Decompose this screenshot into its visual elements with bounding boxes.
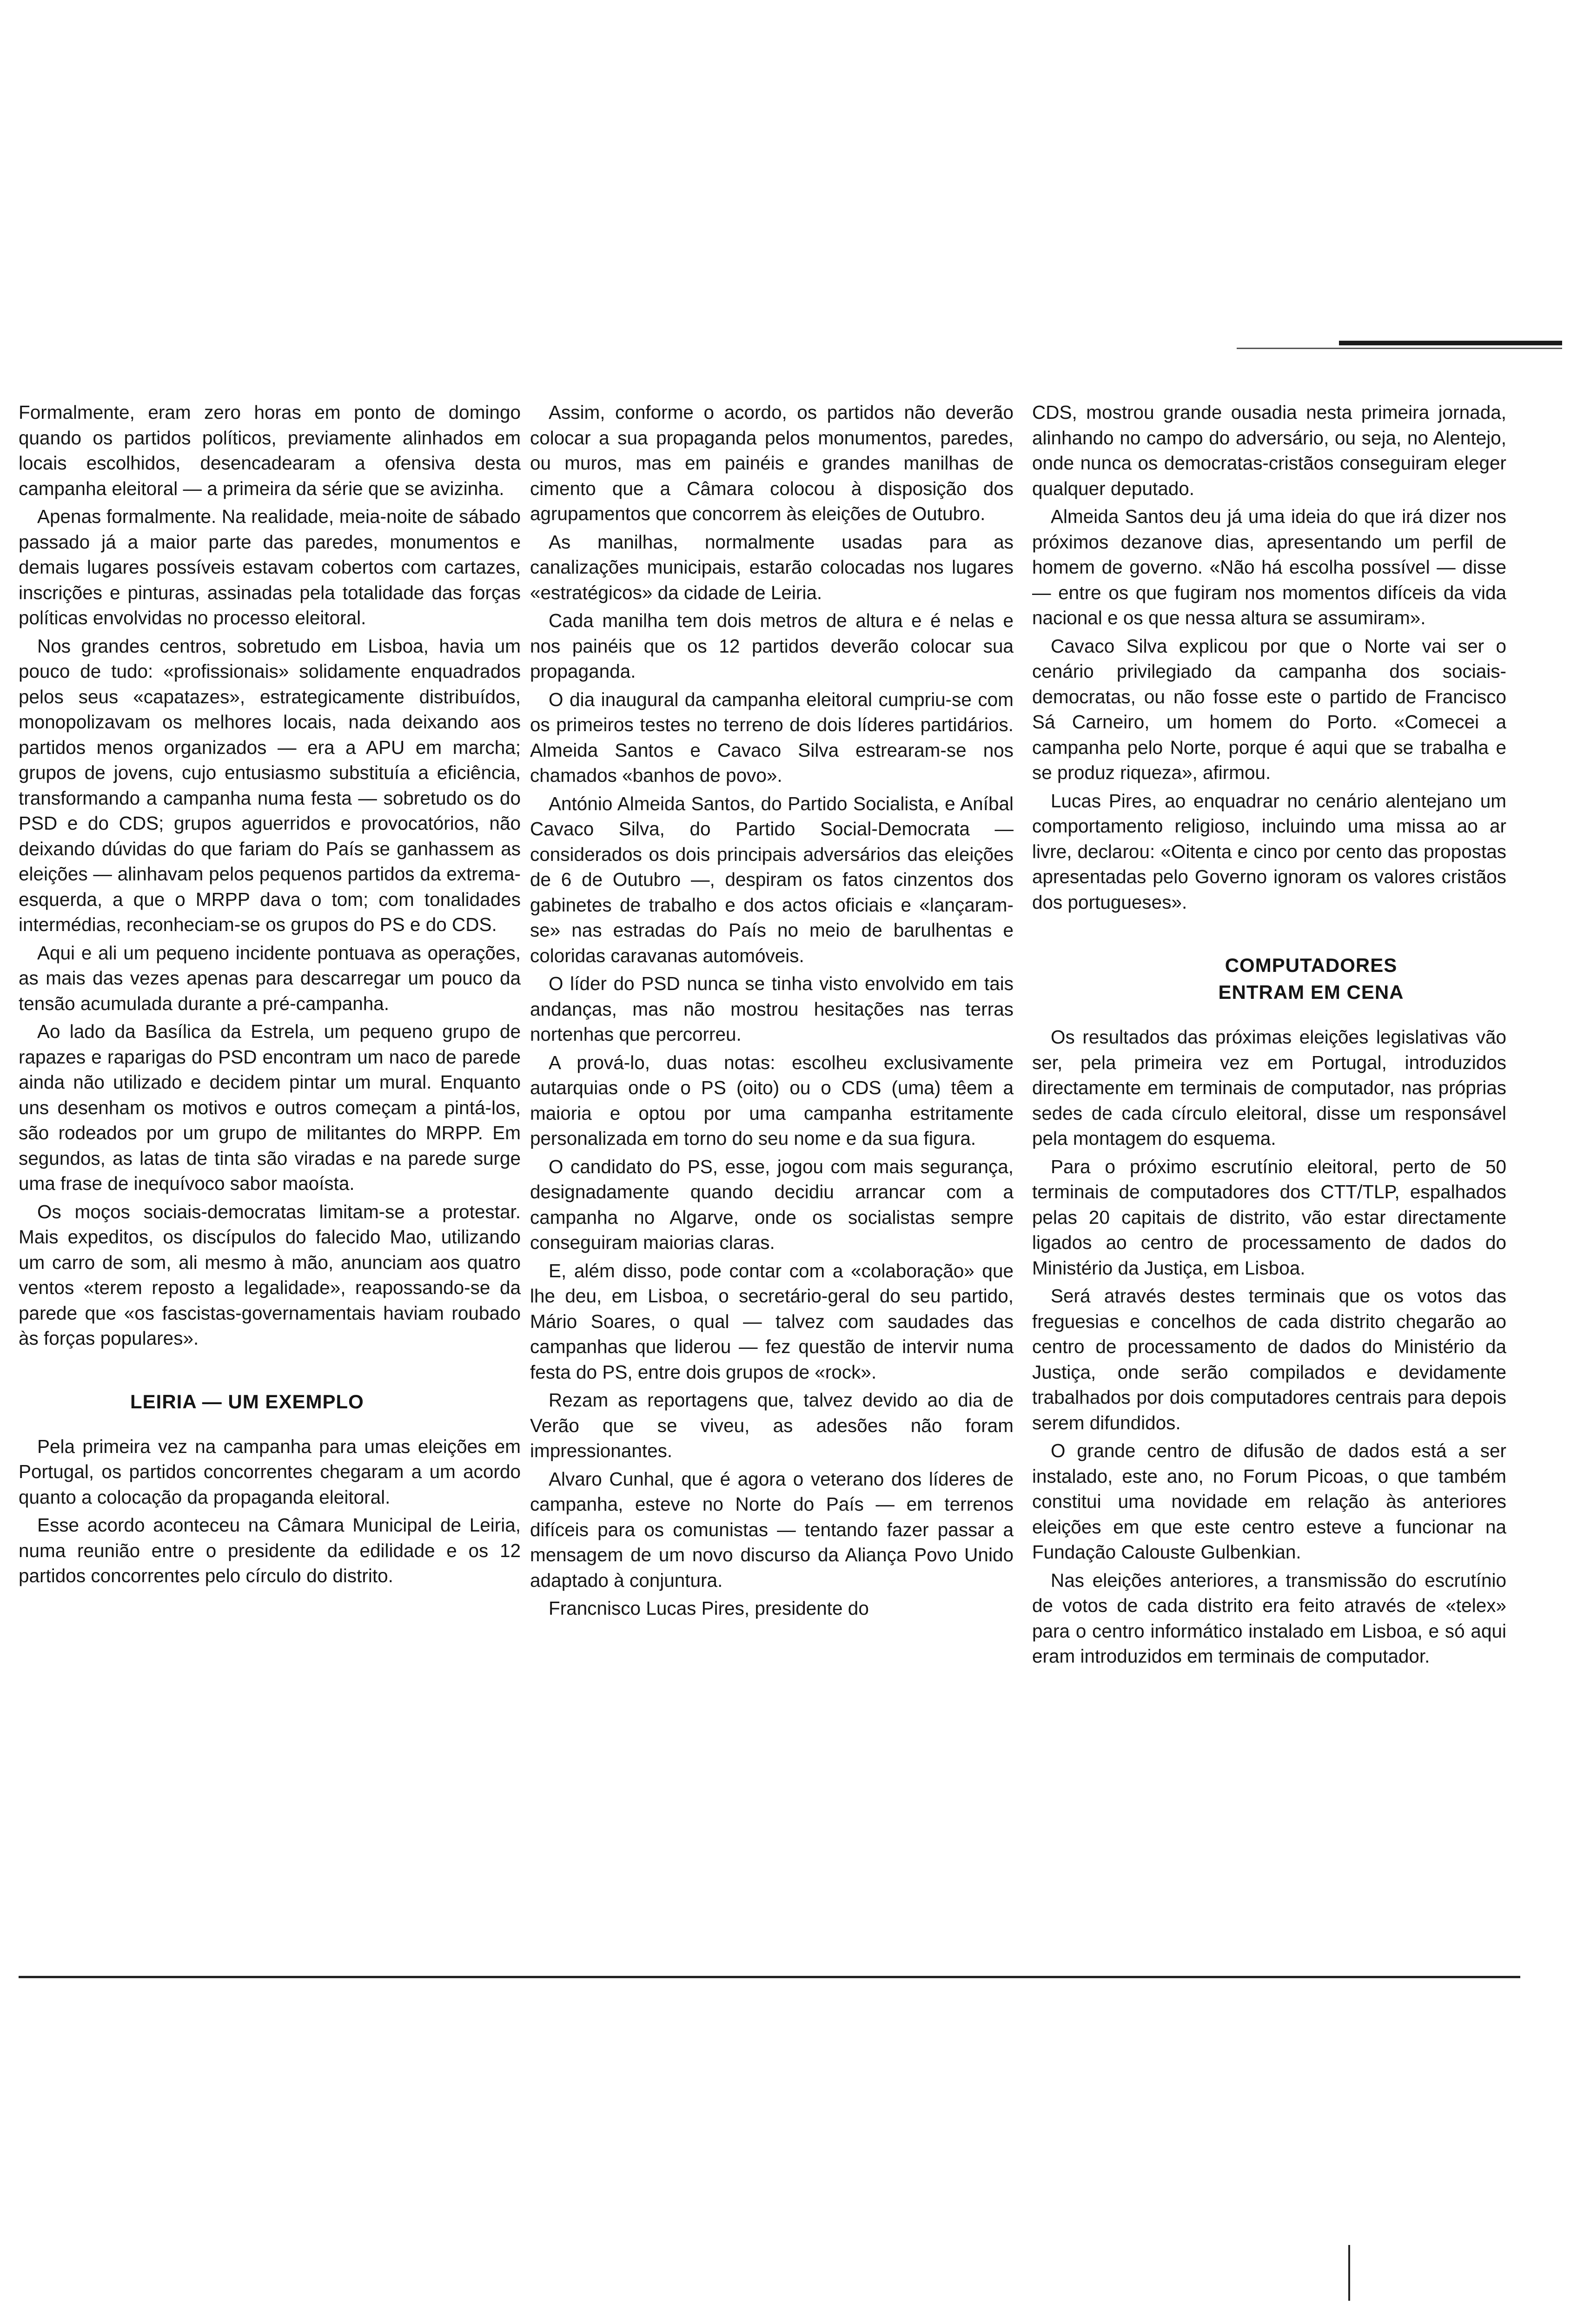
paragraph: CDS, mostrou grande ousadia nesta primeira jornada, alinhando no campo do adversário, ou seja, no Alentejo, onde nunca os democratas-cristãos conseguiram eleger qualquer deputado. bbox=[1032, 402, 1506, 499]
paragraph: Almeida Santos deu já uma ideia do que irá dizer nos próximos dezanove dias, apresentando um perfil de homem de governo. «Não há escolha possível — disse — entre os que fugiram nos momentos difíceis da vida nacional e os que nessa altura se assumiram». bbox=[1032, 506, 1506, 628]
paragraph: Rezam as reportagens que, talvez devido ao dia de Verão que se viveu, as adesões não foram impressionantes. bbox=[530, 1389, 1014, 1461]
paragraph: Os resultados das próximas eleições legislativas vão ser, pela primeira vez em Portugal, introduzidos directamente em terminais de computador, nas próprias sedes de cada círculo eleitoral, disse um responsável pela montagem do esquema. bbox=[1032, 1026, 1506, 1149]
section-heading-leiria: LEIRIA — UM EXEMPLO bbox=[130, 1390, 364, 1413]
paragraph: Alvaro Cunhal, que é agora o veterano dos líderes de campanha, esteve no Norte do País — em terrenos difíceis para os comunistas — tentando fazer passar a mensagem de um novo discurso da Aliança Povo Unido adaptado à conjuntura. bbox=[530, 1468, 1014, 1591]
top-rule bbox=[1339, 341, 1562, 345]
paragraph: Ao lado da Basílica da Estrela, um pequeno grupo de rapazes e raparigas do PSD encontram um naco de parede ainda não utilizado e decidem pintar um mural. Enquanto uns desenham os motivos e outros começam a pintá-los, são rodeados por um grupo de militantes do MRPP. Em segundos, as latas de tinta são viradas e na parede surge uma frase de inequívoco sabor maoísta. bbox=[19, 1021, 521, 1194]
bottom-rule bbox=[19, 1976, 1520, 1978]
paragraph: Lucas Pires, ao enquadrar no cenário alentejano um comportamento religioso, incluindo uma missa ao ar livre, declarou: «Oitenta e cinco por cento das propostas apresentadas pelo Governo ignoram os valores cristãos dos portugueses». bbox=[1032, 790, 1506, 913]
paragraph: Formalmente, eram zero horas em ponto de domingo quando os partidos políticos, previamente alinhados em locais escolhidos, desencadearam a ofensiva desta campanha eleitoral — a primeira da série que se avizinha. bbox=[19, 402, 521, 499]
paragraph: O candidato do PS, esse, jogou com mais segurança, designadamente quando decidiu arrancar com a campanha no Algarve, onde os socialistas sempre conseguiram maiorias claras. bbox=[530, 1155, 1014, 1253]
paragraph: Assim, conforme o acordo, os partidos não deverão colocar a sua propaganda pelos monumentos, paredes, ou muros, mas em painéis e grandes manilhas de cimento que a Câmara colocou à disposição dos agrupamentos que concorrem às eleições de Outubro. bbox=[530, 402, 1014, 524]
paragraph: O dia inaugural da campanha eleitoral cumpriu-se com os primeiros testes no terreno de dois líderes partidários. Almeida Santos e Cavaco Silva estrearam-se nos chamados «banhos de povo». bbox=[530, 688, 1014, 786]
paragraph: Pela primeira vez na campanha para umas eleições em Portugal, os partidos concorrentes chegaram a um acordo quanto a colocação da propaganda eleitoral. bbox=[19, 1435, 521, 1508]
heading-line: COMPUTADORES bbox=[1225, 954, 1398, 976]
paragraph: Será através destes terminais que os votos das freguesias e concelhos de cada distrito chegarão ao centro de processamento de dados do Ministério da Justiça, onde serão compilados e devidamente trabalhados por dois computadores centrais para depois serem difundidos. bbox=[1032, 1285, 1506, 1433]
column-1 bbox=[19, 400, 521, 1591]
paragraph: As manilhas, normalmente usadas para as canalizações municipais, estarão colocadas nos lugares «estratégicos» da cidade de Leiria. bbox=[530, 531, 1014, 603]
paragraph: António Almeida Santos, do Partido Socialista, e Aníbal Cavaco Silva, do Partido Social-Democrata — considerados os dois principais adversários das eleições de 6 de Outubro —, despiram os fatos cinzentos dos gabinetes de trabalho e dos actos oficiais e «lançaram-se» nas estradas do País no meio de barulhentas e coloridas caravanas automóveis. bbox=[530, 792, 1014, 966]
paragraph: A prová-lo, duas notas: escolheu exclusivamente autarquias onde o PS (oito) ou o CDS (uma) têem a maioria e optou por uma campanha estritamente personalizada em torno do seu nome e da sua figura. bbox=[530, 1051, 1014, 1149]
heading-line: ENTRAM EM CENA bbox=[1218, 981, 1404, 1003]
paragraph: Nas eleições anteriores, a transmissão do escrutínio de votos de cada distrito era feito através de «telex» para o centro informático instalado em Lisboa, e só aqui eram introduzidos em terminais de computador. bbox=[1032, 1569, 1506, 1667]
paragraph: Aqui e ali um pequeno incidente pontuava as operações, as mais das vezes apenas para descarregar um pouco da tensão acumulada durante a pré-campanha. bbox=[19, 942, 521, 1014]
paragraph: Apenas formalmente. Na realidade, meia-noite de sábado passado já a maior parte das paredes, monumentos e demais lugares possíveis estavam cobertos com cartazes, inscrições e pinturas, assinadas pela totalidade das forças políticas envolvidas no processo eleitoral. bbox=[19, 506, 521, 628]
paragraph: Francnisco Lucas Pires, presidente do bbox=[549, 1598, 869, 1619]
column-2 bbox=[530, 400, 1014, 1624]
paragraph: Para o próximo escrutínio eleitoral, perto de 50 terminais de computadores dos CTT/TLP, espalhados pelas 20 capitais de distrito, vão estar directamente ligados ao centro de processamento de dados do Ministério da Justiça, em Lisboa. bbox=[1032, 1155, 1506, 1279]
paragraph: O líder do PSD nunca se tinha visto envolvido em tais andanças, mas não mostrou hesitações nas terras nortenhas que percorreu. bbox=[530, 973, 1014, 1045]
paragraph: Cada manilha tem dois metros de altura e é nelas e nos painéis que os 12 partidos deverão colocar sua propaganda. bbox=[530, 610, 1014, 682]
paragraph: Nos grandes centros, sobretudo em Lisboa, havia um pouco de tudo: «profissionais» solidamente enquadrados pelos seus «capatazes», estrategicamente distribuídos, monopolizavam os melhores locais, nada deixando aos partidos menos organizados — era a APU em marcha; grupos de jovens, cujo entusiasmo substituía a eficiência, transformando a campanha numa festa — sobretudo os do PSD e do CDS; grupos aguerridos e provocatórios, não deixando dúvidas do que fariam do País se ganhassem as eleições — alinhavam pelos pequenos partidos da extrema-esquerda, a que o MRPP dava o tom; com tonalidades intermédias, reconheciam-se os grupos do PS e do CDS. bbox=[19, 635, 521, 935]
paragraph: Esse acordo aconteceu na Câmara Municipal de Leiria, numa reunião entre o presidente da edilidade e os 12 partidos concorrentes pelo círculo do distrito. bbox=[19, 1514, 521, 1586]
scan-mark bbox=[1348, 2245, 1350, 2301]
section-heading-computadores bbox=[1032, 952, 1506, 1006]
paragraph: Os moços sociais-democratas limitam-se a protestar. Mais expeditos, os discípulos do falecido Mao, utilizando um carro de som, ali mesmo à mão, anunciam aos quatro ventos «terem reposto a legalidade», reapossando-se da parede que «os fascistas-governamentais haviam roubado às forças populares». bbox=[19, 1201, 521, 1349]
paragraph: O grande centro de difusão de dados está a ser instalado, este ano, no Forum Picoas, o que também constitui uma novidade em relação às anteriores eleições em que este centro esteve a funcionar na Fundação Calouste Gulbenkian. bbox=[1032, 1440, 1506, 1563]
column-3 bbox=[1032, 400, 1506, 1672]
paragraph: Cavaco Silva explicou por que o Norte vai ser o cenário privilegiado da campanha dos sociais-democratas, ou não fosse este o partido de Francisco Sá Carneiro, um homem do Porto. «Comecei a campanha pelo Norte, porque é aqui que se trabalha e se produz riqueza», afirmou. bbox=[1032, 635, 1506, 783]
top-rule-thin bbox=[1237, 348, 1562, 349]
paragraph: E, além disso, pode contar com a «colaboração» que lhe deu, em Lisboa, o secretário-geral do seu partido, Mário Soares, o qual — talvez com saudades das campanhas que liderou — fez questão de intervir numa festa do PS, entre dois grupos de «rock». bbox=[530, 1260, 1014, 1383]
